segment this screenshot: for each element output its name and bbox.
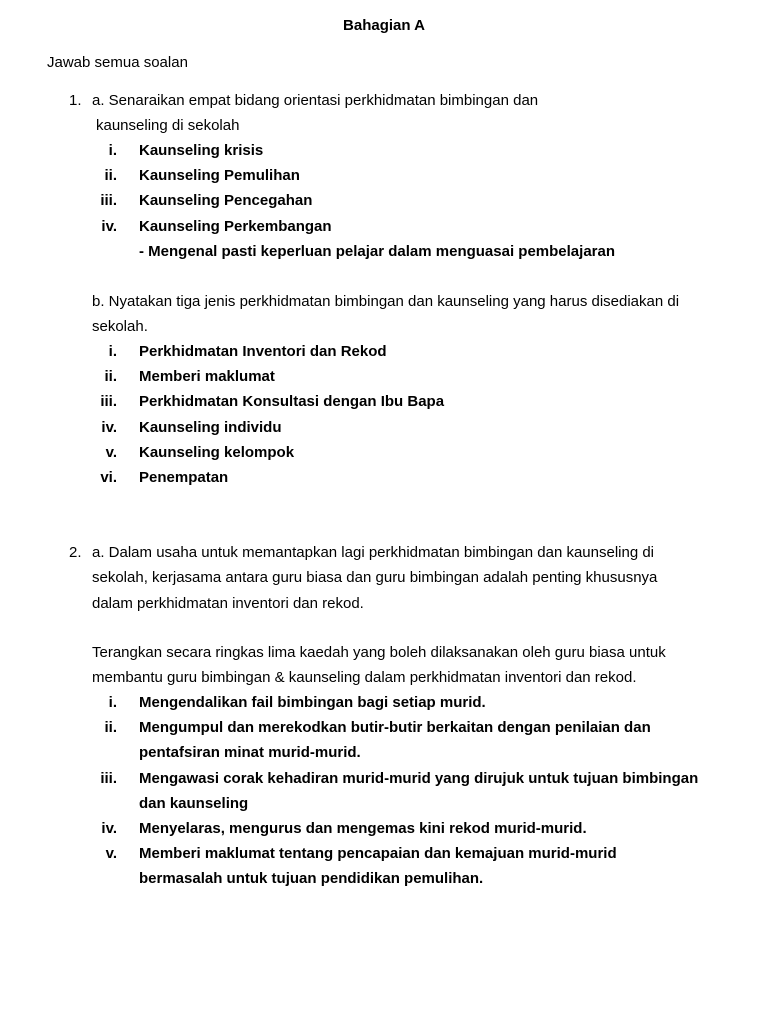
question-2-number: 2. xyxy=(69,544,82,561)
question-1a-line-2: kaunseling di sekolah xyxy=(96,117,240,135)
list-numeral: iii. xyxy=(100,393,117,411)
list-item xyxy=(0,415,768,440)
list-item xyxy=(0,816,768,841)
list-numeral: ii. xyxy=(104,719,117,737)
list-item xyxy=(0,138,768,163)
question-1b-answer-list xyxy=(0,339,768,490)
question-2-task-line-2: membantu guru bimbingan & kaunseling dalam perkhidmatan inventori dan rekod. xyxy=(92,669,637,687)
list-item-note xyxy=(0,239,768,264)
list-numeral: i. xyxy=(108,343,117,360)
list-text: dan kaunseling xyxy=(139,794,249,812)
question-1-number: 1. xyxy=(69,92,82,109)
list-numeral: iv. xyxy=(101,217,117,235)
list-text: Kaunseling Pencegahan xyxy=(139,192,313,210)
list-numeral: iii. xyxy=(100,769,117,787)
list-text: Kaunseling Pemulihan xyxy=(139,167,300,185)
list-item xyxy=(0,841,768,866)
question-1b-line-1: b. Nyatakan tiga jenis perkhidmatan bimbingan dan kaunseling yang harus disediakan di xyxy=(92,293,680,310)
list-numeral: ii. xyxy=(104,368,117,386)
list-item xyxy=(0,465,768,490)
list-item xyxy=(0,188,768,213)
list-text: Kaunseling Perkembangan xyxy=(139,217,332,235)
question-1b-line-2: sekolah. xyxy=(92,318,148,336)
list-item xyxy=(0,339,768,364)
list-text: bermasalah untuk tujuan pendidikan pemulihan. xyxy=(139,870,484,888)
list-numeral: iv. xyxy=(101,418,117,436)
list-note-text: - Mengenal pasti keperluan pelajar dalam menguasai pembelajaran xyxy=(139,242,616,260)
list-text: Mengendalikan fail bimbingan bagi setiap murid. xyxy=(139,694,486,711)
list-item xyxy=(0,440,768,465)
list-text: Kaunseling kelompok xyxy=(139,443,295,461)
list-item xyxy=(0,364,768,389)
list-text: Memberi maklumat xyxy=(139,368,275,386)
list-text: Kaunseling individu xyxy=(139,418,282,436)
question-1a-line-1: a. Senaraikan empat bidang orientasi perkhidmatan bimbingan dan xyxy=(92,92,539,109)
list-numeral: ii. xyxy=(104,167,117,185)
list-text: Perkhidmatan Inventori dan Rekod xyxy=(139,343,387,360)
list-item xyxy=(0,214,768,239)
list-item xyxy=(0,690,768,715)
page-title: Bahagian A xyxy=(343,17,425,34)
question-2-task xyxy=(92,640,732,691)
list-numeral: vi. xyxy=(100,468,117,486)
question-2a-line-1: a. Dalam usaha untuk memantapkan lagi perkhidmatan bimbingan dan kaunseling di xyxy=(92,544,655,561)
list-item xyxy=(0,389,768,414)
list-numeral: iv. xyxy=(101,819,117,837)
list-item xyxy=(0,766,768,791)
question-1a-prompt xyxy=(92,88,732,139)
list-numeral: i. xyxy=(108,694,117,711)
list-text: Menyelaras, mengurus dan mengemas kini rekod murid-murid. xyxy=(139,819,587,837)
question-2a-prompt xyxy=(92,540,732,616)
question-2-task-line-1: Terangkan secara ringkas lima kaedah yang boleh dilaksanakan oleh guru biasa untuk xyxy=(92,644,666,661)
question-2-answer-list xyxy=(0,690,768,892)
question-1b-prompt xyxy=(92,289,732,340)
list-text: Memberi maklumat tentang pencapaian dan kemajuan murid-murid xyxy=(139,845,617,863)
list-item-continuation xyxy=(0,740,768,765)
list-item xyxy=(0,163,768,188)
list-numeral: iii. xyxy=(100,192,117,210)
list-text: Penempatan xyxy=(139,468,229,486)
list-text: Perkhidmatan Konsultasi dengan Ibu Bapa xyxy=(139,393,445,411)
instructions: Jawab semua soalan xyxy=(47,54,188,71)
question-2a-line-2: sekolah, kerjasama antara guru biasa dan guru bimbingan adalah penting khususnya xyxy=(92,569,658,587)
list-item-continuation xyxy=(0,866,768,891)
list-text: Mengumpul dan merekodkan butir-butir berkaitan dengan penilaian dan xyxy=(139,719,651,737)
list-text: Mengawasi corak kehadiran murid-murid yang dirujuk untuk tujuan bimbingan xyxy=(139,769,699,787)
list-text: Kaunseling krisis xyxy=(139,142,264,159)
list-numeral: i. xyxy=(108,142,117,159)
list-item-continuation xyxy=(0,791,768,816)
question-2a-line-3: dalam perkhidmatan inventori dan rekod. xyxy=(92,594,364,612)
list-numeral: v. xyxy=(105,845,117,863)
list-text: pentafsiran minat murid-murid. xyxy=(139,744,361,762)
list-numeral: v. xyxy=(105,443,117,461)
list-item xyxy=(0,715,768,740)
question-1a-answer-list xyxy=(0,138,768,264)
